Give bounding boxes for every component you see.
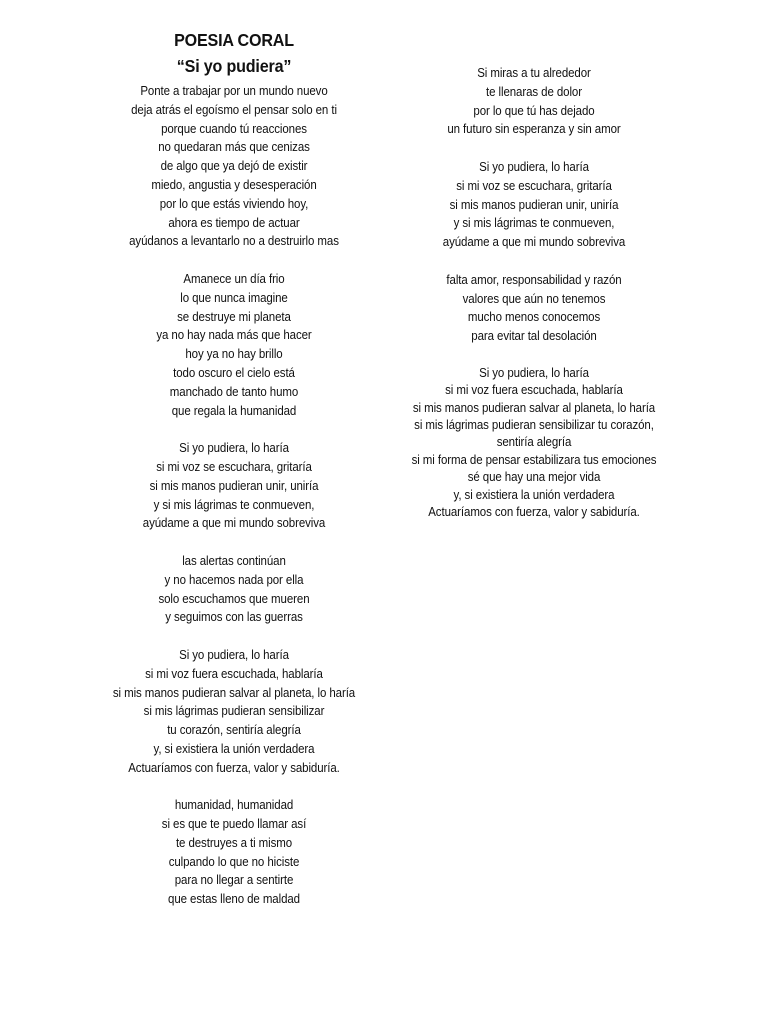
poem-line: y, si existiera la unión verdadera [153,741,315,756]
poem-line: Si miras a tu alrededor [477,66,591,80]
poem-column-right [385,64,683,540]
poem-line: manchado de tanto humo [169,384,299,399]
poem-line: por lo que tú has dejado [473,103,595,118]
poem-line: Actuaríamos con fuerza, valor y sabiduría. [128,760,340,775]
poem-line: no quedaran más que cenizas [158,140,310,155]
poem-line: si mis manos pudieran unir, uniría [149,478,319,493]
poem-line: sentiría alegría [496,435,572,450]
poem-title: “Si yo pudiera” [176,56,292,76]
poem-line: valores que aún no tenemos [462,291,606,306]
stanza [74,796,394,909]
poem-line: las alertas continúan [182,553,286,568]
poem-line: si mis manos pudieran unir, uniría [449,197,619,212]
poem-column-left [74,82,394,928]
poem-line: te destruyes a ti mismo [175,835,293,850]
poem-line: para evitar tal desolación [471,329,597,344]
poem-line: te llenaras de dolor [486,84,582,99]
poem-line: falta amor, responsabilidad y razón [446,272,622,287]
poem-line: Si yo pudiera, lo haría [179,441,289,456]
poem-line: y no hacemos nada por ella [164,572,304,587]
stanza [74,646,394,778]
poem-line: Amanece un día frio [183,271,285,286]
stanza [74,552,394,627]
poem-line: y, si existiera la unión verdadera [453,487,615,502]
poem-line: ya no hay nada más que hacer [156,328,312,343]
poem-line: Si yo pudiera, lo haría [479,159,589,174]
poem-line: si mi voz se escuchara, gritaría [156,459,312,474]
poem-line: se destruye mi planeta [177,309,291,324]
poem-heading: POESIA CORAL [174,30,294,50]
poem-line: tu corazón, sentiría alegría [167,723,301,738]
poem-line: que regala la humanidad [171,403,297,418]
poem-line: ayúdanos a levantarlo no a destruirlo mas [129,234,339,249]
stanza [74,82,394,251]
poem-line: para no llegar a sentirte [174,873,294,888]
poem-line: hoy ya no hay brillo [185,347,283,362]
poem-line: si mi forma de pensar estabilizara tus emociones [411,452,657,467]
poem-line: Actuaríamos con fuerza, valor y sabiduría. [428,505,640,519]
poem-line: por lo que estás viviendo hoy, [159,196,309,211]
poem-line: si mi voz fuera escuchada, hablaría [445,383,623,398]
poem-line: ayúdame a que mi mundo sobreviva [442,235,626,250]
poem-line: si mis lágrimas pudieran sensibilizar tu corazón, [414,417,654,432]
poem-line: todo oscuro el cielo está [173,365,295,380]
poem-line: si mis manos pudieran salvar al planeta, lo haría [412,400,656,415]
stanza [385,271,683,346]
stanza [385,158,683,252]
poem-line: humanidad, humanidad [174,798,294,813]
poem-line: si mi voz se escuchara, gritaría [456,178,612,193]
poem-line: sé que hay una mejor vida [467,470,601,485]
poem-line: ayúdame a que mi mundo sobreviva [142,516,326,531]
poem-line: si mis lágrimas pudieran sensibilizar [143,704,325,719]
stanza [385,365,683,522]
poem-line: Si yo pudiera, lo haría [479,365,589,380]
poem-line: si es que te puedo llamar así [161,817,307,832]
poem-line: Si yo pudiera, lo haría [179,647,289,662]
poem-line: un futuro sin esperanza y sin amor [447,122,621,137]
stanza [74,270,394,420]
poem-line: de algo que ya dejó de existir [160,159,308,174]
poem-line: y si mis lágrimas te conmueven, [153,497,315,512]
stanza [385,64,683,139]
poem-line: lo que nunca imagine [180,290,288,305]
poem-line: mucho menos conocemos [467,310,601,325]
poem-line: ahora es tiempo de actuar [168,215,300,230]
poem-line: solo escuchamos que mueren [158,591,310,606]
poem-line: y seguimos con las guerras [165,610,303,625]
poem-line: deja atrás el egoísmo el pensar solo en ti [131,102,337,117]
poem-line: si mi voz fuera escuchada, hablaría [145,666,323,681]
poem-line: culpando lo que no hiciste [168,854,300,869]
poem-line: si mis manos pudieran salvar al planeta, lo haría [112,685,356,700]
poem-line: Ponte a trabajar por un mundo nuevo [140,84,328,98]
poem-line: porque cuando tú reacciones [161,121,307,136]
poem-line: y si mis lágrimas te conmueven, [453,216,615,231]
poem-line: miedo, angustia y desesperación [151,177,317,192]
poem-line: que estas lleno de maldad [168,892,300,907]
stanza [74,439,394,533]
